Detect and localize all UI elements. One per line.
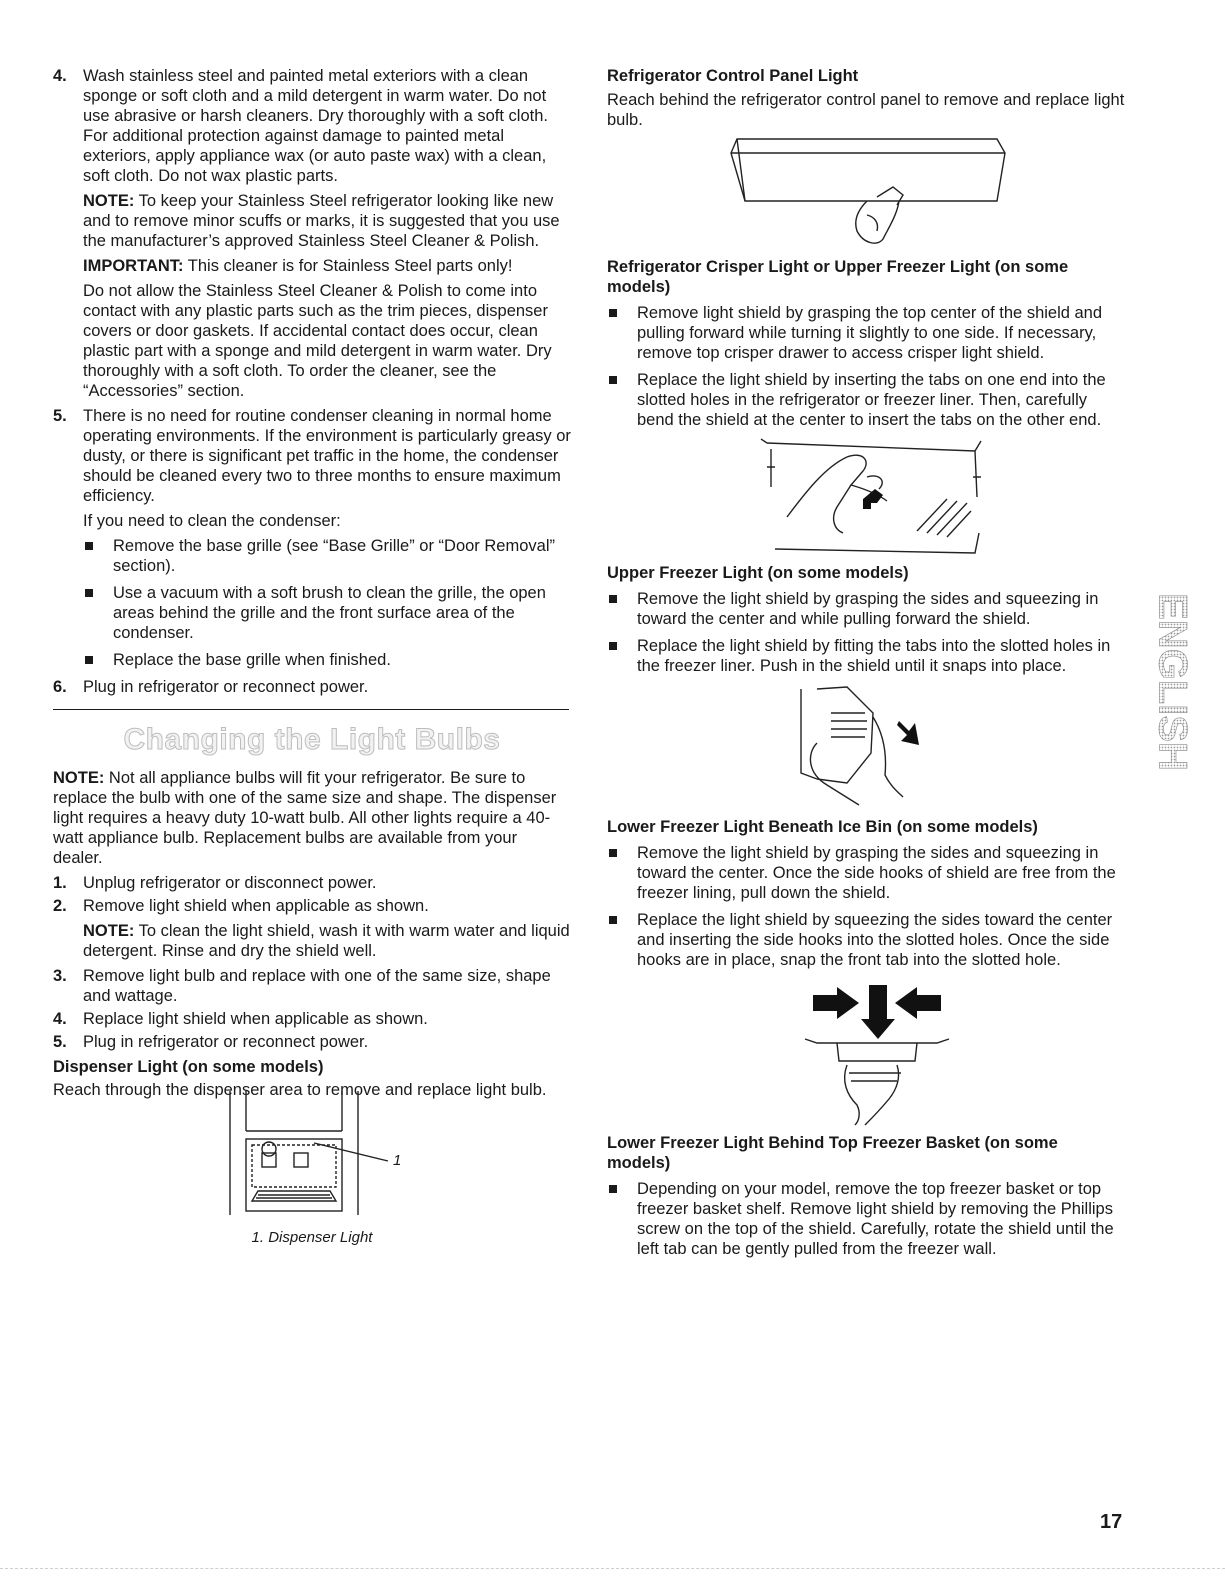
step-5-condenser bbox=[53, 406, 571, 670]
note-text: To keep your Stainless Steel refrigerator looking like new and to remove minor scuffs or marks, it is suggested that you use the manufacturer’s approved Stainless Steel Cleaner & Polish. bbox=[83, 192, 560, 250]
section-divider bbox=[53, 709, 569, 710]
step-text: Unplug refrigerator or disconnect power. bbox=[83, 874, 377, 892]
bulb-step-1 bbox=[53, 873, 571, 893]
important-text: This cleaner is for Stainless Steel parts only! bbox=[183, 257, 513, 275]
note-text: To clean the light shield, wash it with warm water and liquid detergent. Rinse and dry the shield well. bbox=[83, 922, 570, 960]
list-item: Remove light shield by grasping the top center of the shield and pulling forward while turning it slightly to one side. If necessary, remove top crisper drawer to access crisper light shield. bbox=[607, 303, 1125, 363]
note-label: NOTE: bbox=[83, 922, 135, 940]
page-number: 17 bbox=[1100, 1511, 1123, 1533]
note-text: Not all appliance bulbs will fit your refrigerator. Be sure to replace the bulb with one of the same size and shape. The dispenser light requires a heavy duty 10-watt bulb. All other lights require a 40-watt appliance bulb. Replacement bulbs are available from your dealer. bbox=[53, 769, 557, 867]
dispenser-illustration bbox=[218, 1091, 418, 1219]
control-panel-heading: Refrigerator Control Panel Light bbox=[607, 67, 859, 85]
crisper-bullets bbox=[607, 303, 1125, 430]
list-item: Replace the light shield by squeezing the sides toward the center and inserting the side hooks into the slotted holes. Once the side hooks are in place, snap the front tab into the slotted hole. bbox=[607, 910, 1125, 970]
step-text: There is no need for routine condenser cleaning in normal home operating environments. If the environment is particularly greasy or dusty, or there is significant pet traffic in the home, the condenser should be cleaned every two to three months to ensure maximum efficiency. bbox=[83, 407, 571, 505]
bulb-step-2 bbox=[53, 896, 571, 961]
step-text: Plug in refrigerator or reconnect power. bbox=[83, 678, 369, 696]
step-text: Plug in refrigerator or reconnect power. bbox=[83, 1033, 369, 1051]
condenser-bullets bbox=[83, 536, 571, 670]
list-item: Remove the base grille (see “Base Grille” or “Door Removal” section). bbox=[83, 536, 571, 576]
list-item: Replace the light shield by fitting the tabs into the slotted holes in the freezer liner. Push in the shield until it snaps into place. bbox=[607, 636, 1125, 676]
upper-freezer-bullets bbox=[607, 589, 1125, 676]
basket-heading: Lower Freezer Light Behind Top Freezer Basket (on some models) bbox=[607, 1134, 1058, 1172]
note-paragraph bbox=[83, 191, 571, 251]
dispenser-heading: Dispenser Light (on some models) bbox=[53, 1058, 324, 1076]
lower-freezer-bullets bbox=[607, 843, 1125, 970]
language-tab bbox=[1150, 568, 1195, 796]
step-number: 4. bbox=[53, 1010, 67, 1028]
dispenser-text: Reach through the dispenser area to remove and replace light bulb. bbox=[53, 1081, 547, 1099]
bottom-edge bbox=[0, 1568, 1225, 1569]
list-item: Use a vacuum with a soft brush to clean the grille, the open areas behind the grille and the front surface area of the condenser. bbox=[83, 583, 571, 643]
note-label: NOTE: bbox=[83, 192, 135, 210]
upper-freezer-heading: Upper Freezer Light (on some models) bbox=[607, 564, 909, 582]
control-panel-illustration bbox=[727, 135, 1027, 251]
step-6-power bbox=[53, 677, 571, 697]
dispenser-figure bbox=[53, 1091, 571, 1246]
section-title: Changing the Light Bulbs bbox=[123, 723, 501, 756]
dispenser-callout: 1 bbox=[393, 1152, 402, 1169]
language-tab-label: ENGLISH bbox=[1150, 593, 1195, 771]
step-number: 5. bbox=[53, 407, 67, 425]
lower-freezer-heading: Lower Freezer Light Beneath Ice Bin (on some models) bbox=[607, 818, 1038, 836]
step-text: Remove light bulb and replace with one of the same size, shape and wattage. bbox=[83, 967, 551, 1005]
step-4-exterior-cleaning bbox=[53, 66, 571, 401]
step-number: 2. bbox=[53, 897, 67, 915]
step-text: Wash stainless steel and painted metal exteriors with a clean sponge or soft cloth and a mild detergent in warm water. Do not use abrasive or harsh cleaners. Dry thoroughly with a soft cloth. For additional protection against damage to painted metal exteriors, apply appliance wax (or auto paste wax) with a clean, soft cloth. Do not wax plastic parts. bbox=[83, 67, 548, 185]
condenser-intro: If you need to clean the condenser: bbox=[83, 512, 341, 530]
important-label: IMPORTANT: bbox=[83, 257, 184, 275]
crisper-illustration bbox=[747, 437, 1007, 557]
bulb-step-5 bbox=[53, 1032, 571, 1052]
step-number: 4. bbox=[53, 67, 67, 85]
list-item: Depending on your model, remove the top freezer basket or top freezer basket shelf. Remove light shield by removing the Phillips screw on the top of the shield. Carefully, rotate the shield until the left tab can be gently pulled from the freezer wall. bbox=[607, 1179, 1125, 1259]
left-column bbox=[53, 66, 571, 1246]
dispenser-caption: 1. Dispenser Light bbox=[251, 1229, 373, 1246]
step-number: 6. bbox=[53, 678, 67, 696]
list-item: Remove the light shield by grasping the sides and squeezing in toward the center and while pulling forward the shield. bbox=[607, 589, 1125, 629]
important-paragraph bbox=[83, 256, 571, 276]
step-text: Replace light shield when applicable as shown. bbox=[83, 1010, 428, 1028]
list-item: Replace the base grille when finished. bbox=[83, 650, 571, 670]
right-column bbox=[607, 66, 1125, 1266]
control-panel-text: Reach behind the refrigerator control panel to remove and replace light bulb. bbox=[607, 91, 1125, 129]
step2-note bbox=[83, 921, 571, 961]
note-label: NOTE: bbox=[53, 769, 105, 787]
basket-bullets bbox=[607, 1179, 1125, 1259]
list-item: Replace the light shield by inserting the tabs on one end into the slotted holes in the refrigerator or freezer liner. Then, carefully bend the shield at the center to insert the tabs on the other end. bbox=[607, 370, 1125, 430]
upper-freezer-illustration bbox=[787, 683, 967, 813]
bulb-step-3 bbox=[53, 966, 571, 1006]
bulb-note-paragraph bbox=[53, 768, 571, 868]
bulb-step-4 bbox=[53, 1009, 571, 1029]
step-number: 3. bbox=[53, 967, 67, 985]
warning-paragraph: Do not allow the Stainless Steel Cleaner & Polish to come into contact with any plastic parts such as the trim pieces, dispenser covers or door gaskets. If accidental contact does occur, clean plastic part with a sponge and mild detergent in warm water. Dry thoroughly with a soft cloth. To order the cleaner, see the “Accessories” section. bbox=[83, 282, 552, 400]
step-text: Remove light shield when applicable as shown. bbox=[83, 897, 429, 915]
lower-freezer-illustration bbox=[797, 977, 957, 1127]
step-number: 5. bbox=[53, 1033, 67, 1051]
step-number: 1. bbox=[53, 874, 67, 892]
list-item: Remove the light shield by grasping the sides and squeezing in toward the center. Once the side hooks of shield are free from the freezer lining, pull down the shield. bbox=[607, 843, 1125, 903]
crisper-heading: Refrigerator Crisper Light or Upper Freezer Light (on some models) bbox=[607, 258, 1069, 296]
